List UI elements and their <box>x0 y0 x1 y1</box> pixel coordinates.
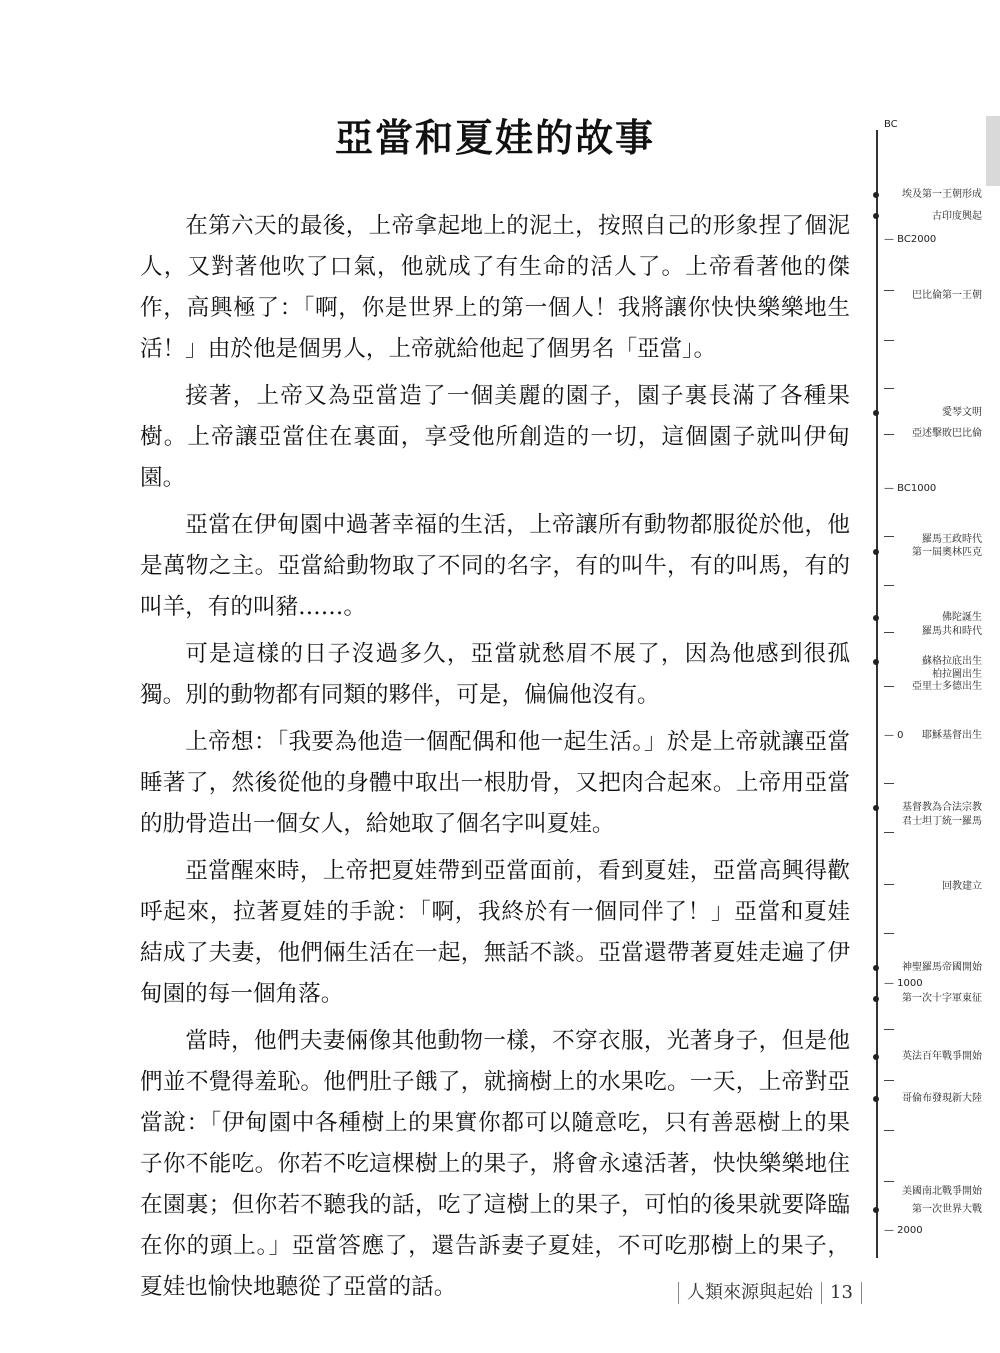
timeline-tick <box>884 832 894 833</box>
timeline-event: 羅馬共和時代 <box>922 626 982 637</box>
timeline-label-zero: — 0 <box>884 730 904 741</box>
footer-divider <box>861 1282 862 1304</box>
timeline-event: 亞述擊敗巴比倫 <box>912 428 982 439</box>
paragraph: 在第六天的最後，上帝拿起地上的泥土，按照自己的形象捏了個泥人，又對著他吹了口氣，他就成了有生命的活人了。上帝看著他的傑作，高興極了：「啊，你是世界上的第一個人！我將讓你快快樂樂地生活！」由於他是個男人，上帝就給他起了個男名「亞當」。 <box>140 213 850 362</box>
timeline-event: 愛琴文明 <box>942 407 982 418</box>
paragraph: 接著，上帝又為亞當造了一個美麗的園子，園子裏長滿了各種果樹。上帝讓亞當住在裏面，享受他所創造的一切，這個園子就叫伊甸園。 <box>140 383 850 491</box>
timeline-event: 第一次世界大戰 <box>912 1204 982 1215</box>
timeline-tick <box>884 1130 894 1131</box>
page-footer <box>670 1278 880 1308</box>
timeline-event: 亞里士多德出生 <box>912 681 982 692</box>
timeline-event: 美國南北戰爭開始 <box>902 1186 982 1197</box>
timeline-tick <box>884 585 894 586</box>
page-title: 亞當和夏娃的故事 <box>334 115 655 160</box>
timeline-event: 巴比倫第一王朝 <box>912 290 982 301</box>
footer-divider <box>821 1282 822 1304</box>
paragraph: 亞當醒來時，上帝把夏娃帶到亞當面前，看到夏娃，亞當高興得歡呼起來，拉著夏娃的手說：「啊，我終於有一個同伴了！」亞當和夏娃結成了夫妻，他們倆生活在一起，無話不談。亞當還帶著夏娃走遍了伊甸園的每一個角落。 <box>140 858 850 1007</box>
story-body <box>140 206 850 1314</box>
timeline-event: 君士坦丁統一羅馬 <box>902 816 982 827</box>
timeline-tick <box>884 1029 894 1030</box>
paragraph: 當時，他們夫妻倆像其他動物一樣，不穿衣服，光著身子，但是他們並不覺得羞恥。他們肚子餓了，就摘樹上的水果吃。一天，上帝對亞當說：「伊甸園中各種樹上的果實你都可以隨意吃，只有善惡樹上的果子你不能吃。你若不吃這棵樹上的果子，將會永遠活著，快快樂樂地住在園裏；但你若不聽我的話，吃了這樹上的果子，可怕的後果就要降臨在你的頭上。」亞當答應了，還告訴妻子夏娃，不可吃那樹上的果子，夏娃也愉快地聽從了亞當的話。 <box>140 1028 850 1300</box>
timeline-tick <box>884 1080 894 1081</box>
timeline-event: 柏拉圖出生 <box>932 669 982 680</box>
timeline-event: 埃及第一王朝形成 <box>902 189 982 200</box>
timeline-label-bc1000: — BC1000 <box>884 483 937 494</box>
timeline-label-bc2000: — BC2000 <box>884 234 937 245</box>
timeline-tick <box>884 783 894 784</box>
footer-book-title: 人類來源與起始 <box>687 1282 813 1303</box>
timeline-event: 佛陀誕生 <box>942 612 982 623</box>
side-tab <box>986 116 1000 186</box>
timeline-event: 第一屆奧林匹克 <box>912 547 982 558</box>
paragraph: 亞當在伊甸園中過著幸福的生活，上帝讓所有動物都服從於他，他是萬物之主。亞當給動物取了不同的名字，有的叫牛，有的叫馬，有的叫羊，有的叫豬……。 <box>140 512 850 620</box>
timeline-event: 英法百年戰爭開始 <box>902 1051 982 1062</box>
timeline-tick <box>884 1181 894 1182</box>
timeline-tick <box>884 388 894 389</box>
timeline-event: 蘇格拉底出生 <box>922 656 982 667</box>
timeline-event: 基督教為合法宗教 <box>902 802 982 813</box>
timeline-label-1000: — 1000 <box>884 978 923 989</box>
paragraph: 可是這樣的日子沒過多久，亞當就愁眉不展了，因為他感到很孤獨。別的動物都有同類的夥伴，可是，偏偏他沒有。 <box>140 641 850 708</box>
paragraph: 上帝想：「我要為他造一個配偶和他一起生活。」於是上帝就讓亞當睡著了，然後從他的身體中取出一根肋骨，又把肉合起來。上帝用亞當的肋骨造出一個女人，給她取了個名字叫夏娃。 <box>140 729 850 837</box>
timeline-event: 耶穌基督出生 <box>922 730 982 741</box>
timeline-label-bc: BC <box>884 119 898 130</box>
timeline-event: 回教建立 <box>942 881 982 892</box>
timeline-event: 羅馬王政時代 <box>922 534 982 545</box>
page-number: 13 <box>830 1282 853 1303</box>
footer-divider <box>678 1282 679 1304</box>
timeline-event: 古印度興起 <box>932 211 982 222</box>
timeline-tick <box>884 933 894 934</box>
timeline-event: 神聖羅馬帝國開始 <box>902 962 982 973</box>
timeline-event: 哥倫布發現新大陸 <box>902 1093 982 1104</box>
timeline-label-2000: — 2000 <box>884 1225 923 1236</box>
timeline-tick <box>884 340 894 341</box>
timeline-event: 第一次十字軍東征 <box>902 993 982 1004</box>
